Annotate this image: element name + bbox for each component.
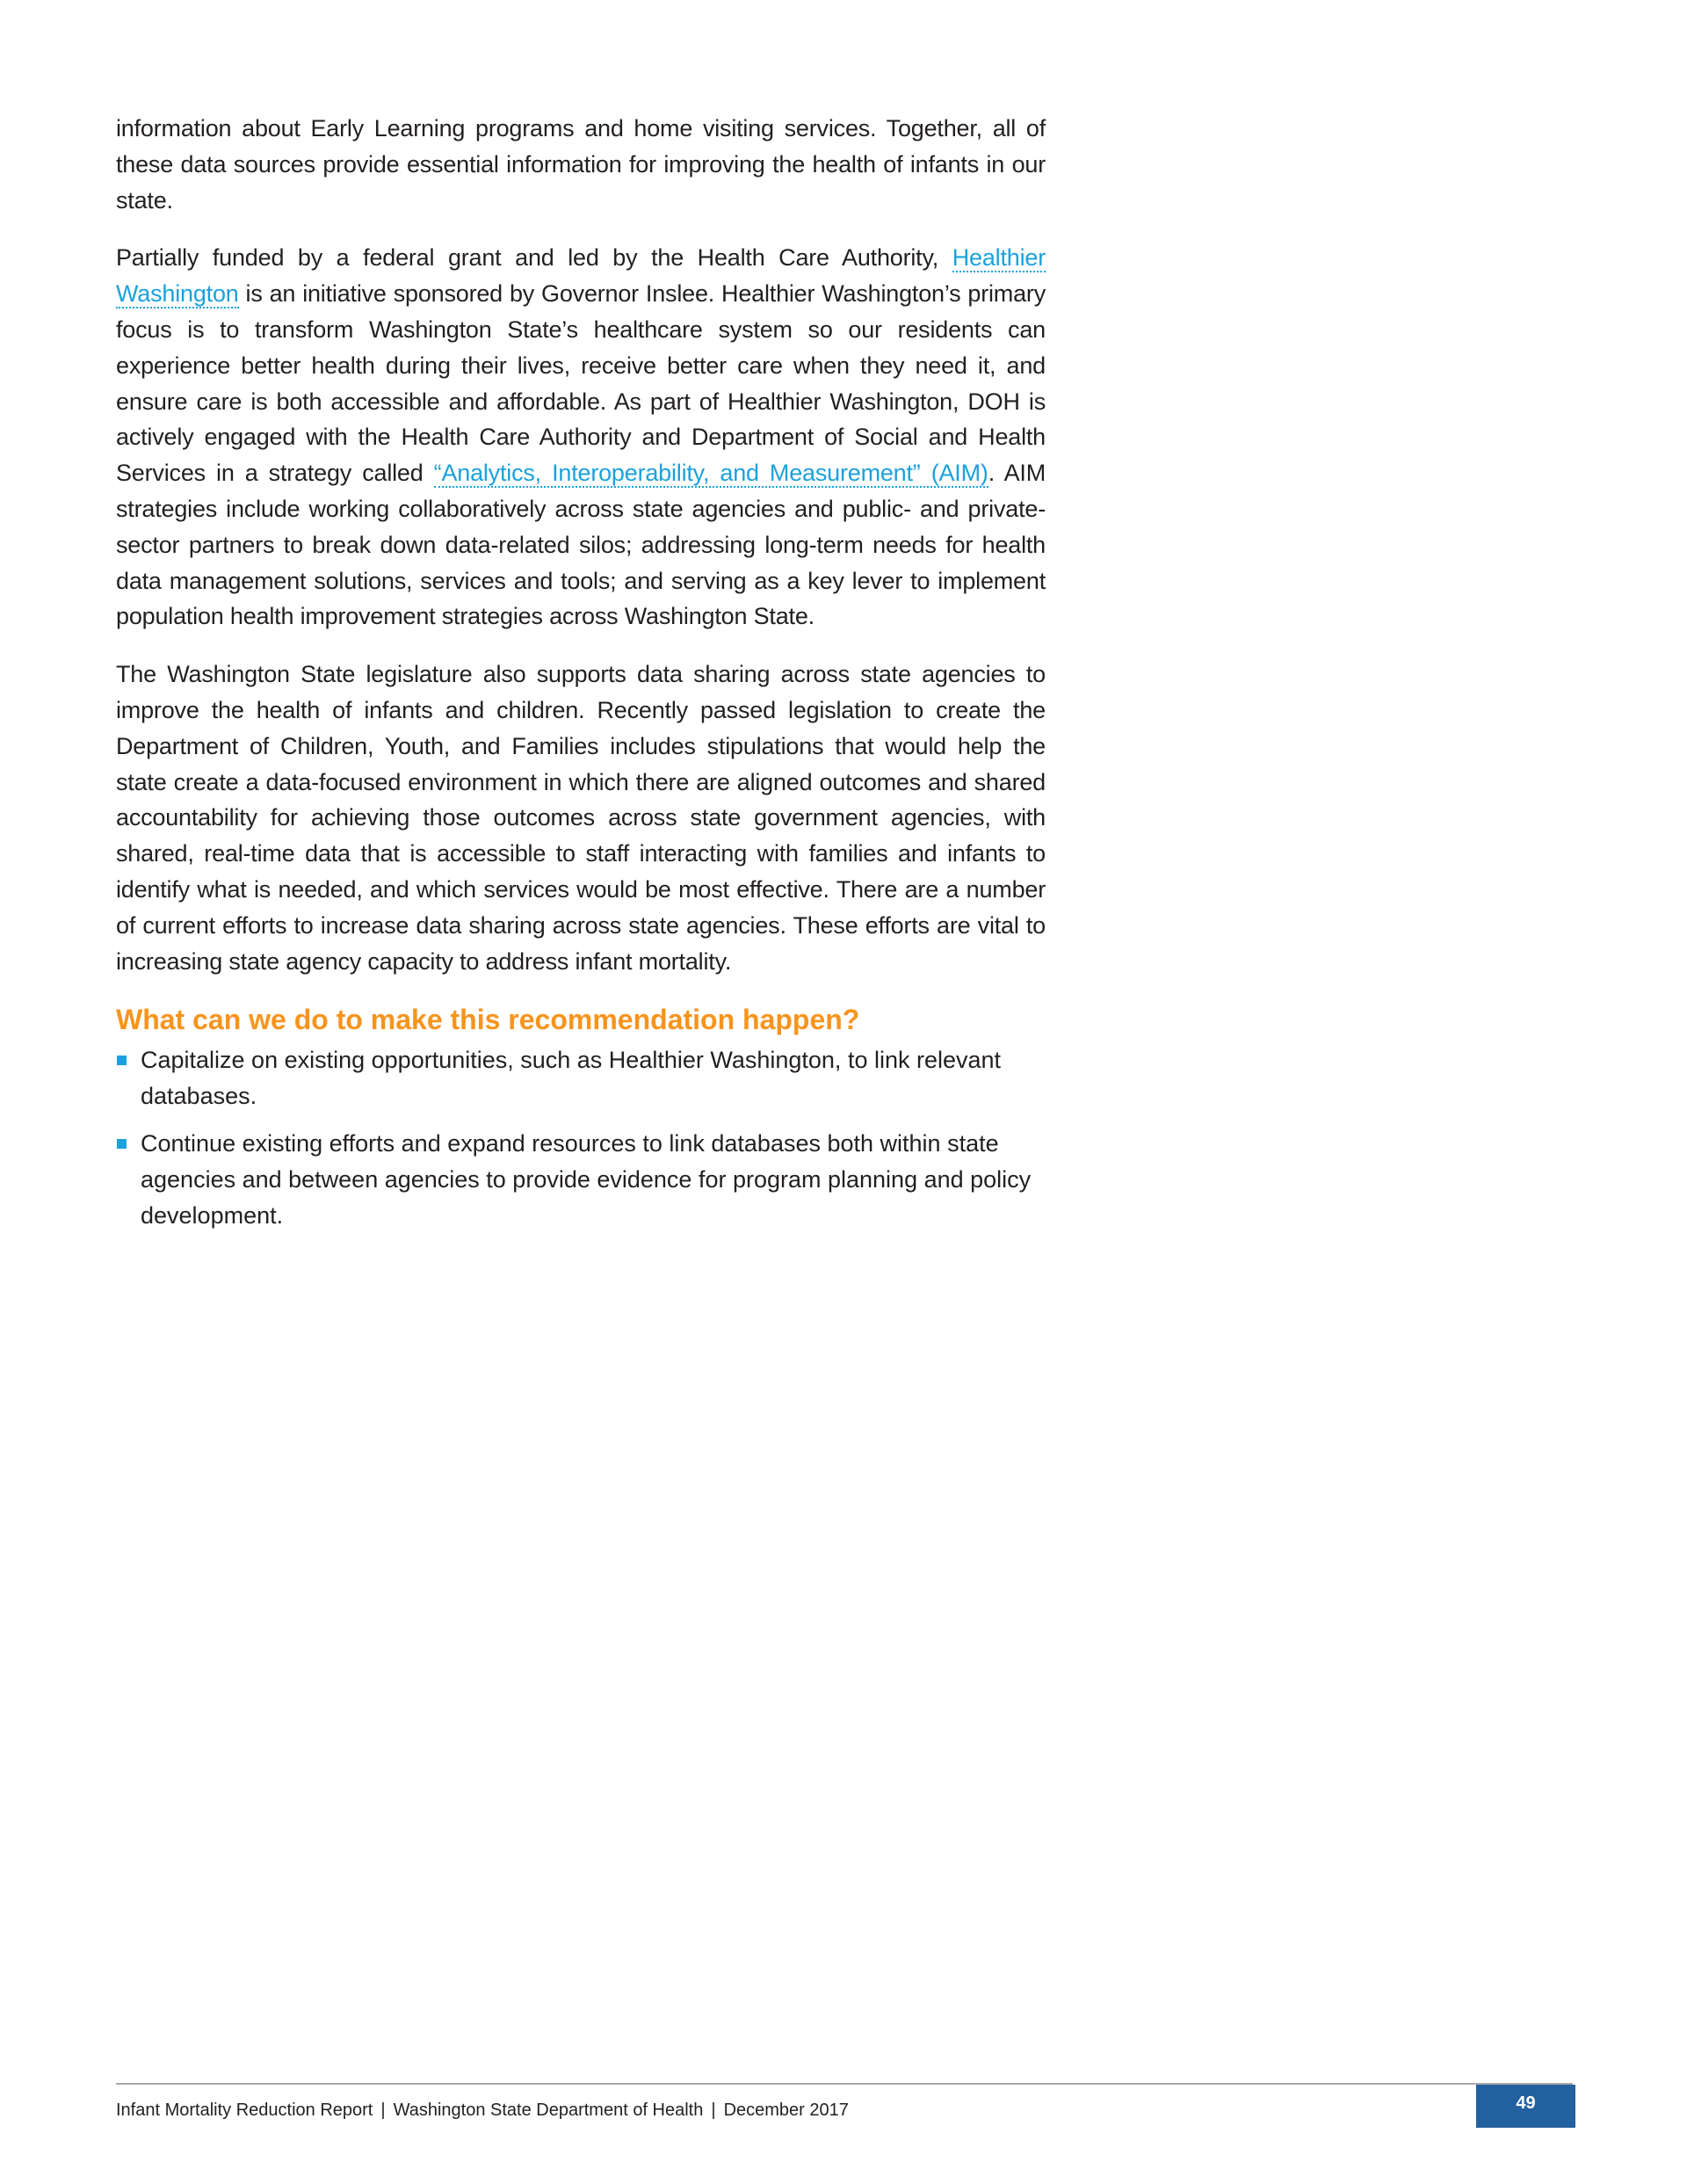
page-number: 49 [1476, 2085, 1575, 2128]
footer-department: Washington State Department of Health [393, 2101, 704, 2120]
paragraph-healthier-washington [116, 240, 1046, 635]
list-item [116, 1042, 1046, 1114]
paragraph-legislature: The Washington State legislature also supports data sharing across state agencies to improve the health of infants and children. Recently passed legislation to create the Department of Children, Youth, and Families includes stipulations that would help the state create a data-focused environment in which there are aligned outcomes and shared accountability for achieving those outcomes across state government agencies, with shared, real-time data that is accessible to staff interacting with families and infants to identify what is needed, and which services would be most effective. There are a number of current efforts to increase data sharing across state agencies. These efforts are vital to increasing state agency capacity to address infant mortality. [116, 661, 1046, 975]
list-item-text: Capitalize on existing opportunities, such as Healthier Washington, to link relevant databases. [141, 1047, 1002, 1110]
paragraph-text: . AIM strategies include working collaboratively across state agencies and public- and private-sector partners to break down data-related silos; addressing long-term needs for health data management solutions, services and tools; and serving as a key lever to implement population health improvement strategies across Washington State. [116, 460, 1046, 630]
paragraph-text: Partially funded by a federal grant and led by the Health Care Authority, [116, 244, 952, 272]
list-item [116, 1126, 1046, 1233]
square-bullet-icon [117, 1139, 127, 1149]
healthier-washington-link[interactable]: Healthier Washington [116, 244, 1046, 308]
footer-separator: | [380, 2101, 386, 2120]
footer-separator: | [711, 2101, 716, 2120]
section-heading: What can we do to make this recommendation happen? [116, 1004, 860, 1036]
square-bullet-icon [117, 1056, 127, 1065]
recommendation-list [116, 1042, 1046, 1233]
main-content [116, 111, 1046, 1244]
footer [116, 2100, 849, 2121]
aim-link[interactable]: “Analytics, Interoperability, and Measurement” (AIM) [433, 460, 988, 487]
paragraph-text: is an initiative sponsored by Governor Inslee. Healthier Washington’s primary focus is to transform Washington State’s healthcare system so our residents can experience better health during their lives, receive better care when they need it, and ensure care is both accessible and affordable. As part of Healthier Washington, DOH is actively engaged with the Health Care Authority and Department of Social and Health Services in a strategy called [116, 280, 1046, 487]
footer-divider [116, 2083, 1573, 2085]
list-item-text: Continue existing efforts and expand resources to link databases both within state agencies and between agencies to provide evidence for program planning and policy development. [141, 1129, 1032, 1229]
paragraph-data-sources: information about Early Learning programs and home visiting services. Together, all of these data sources provide essential information for improving the health of infants in our state. [116, 115, 1046, 214]
footer-date: December 2017 [723, 2101, 849, 2120]
footer-report-title: Infant Mortality Reduction Report [116, 2101, 373, 2120]
